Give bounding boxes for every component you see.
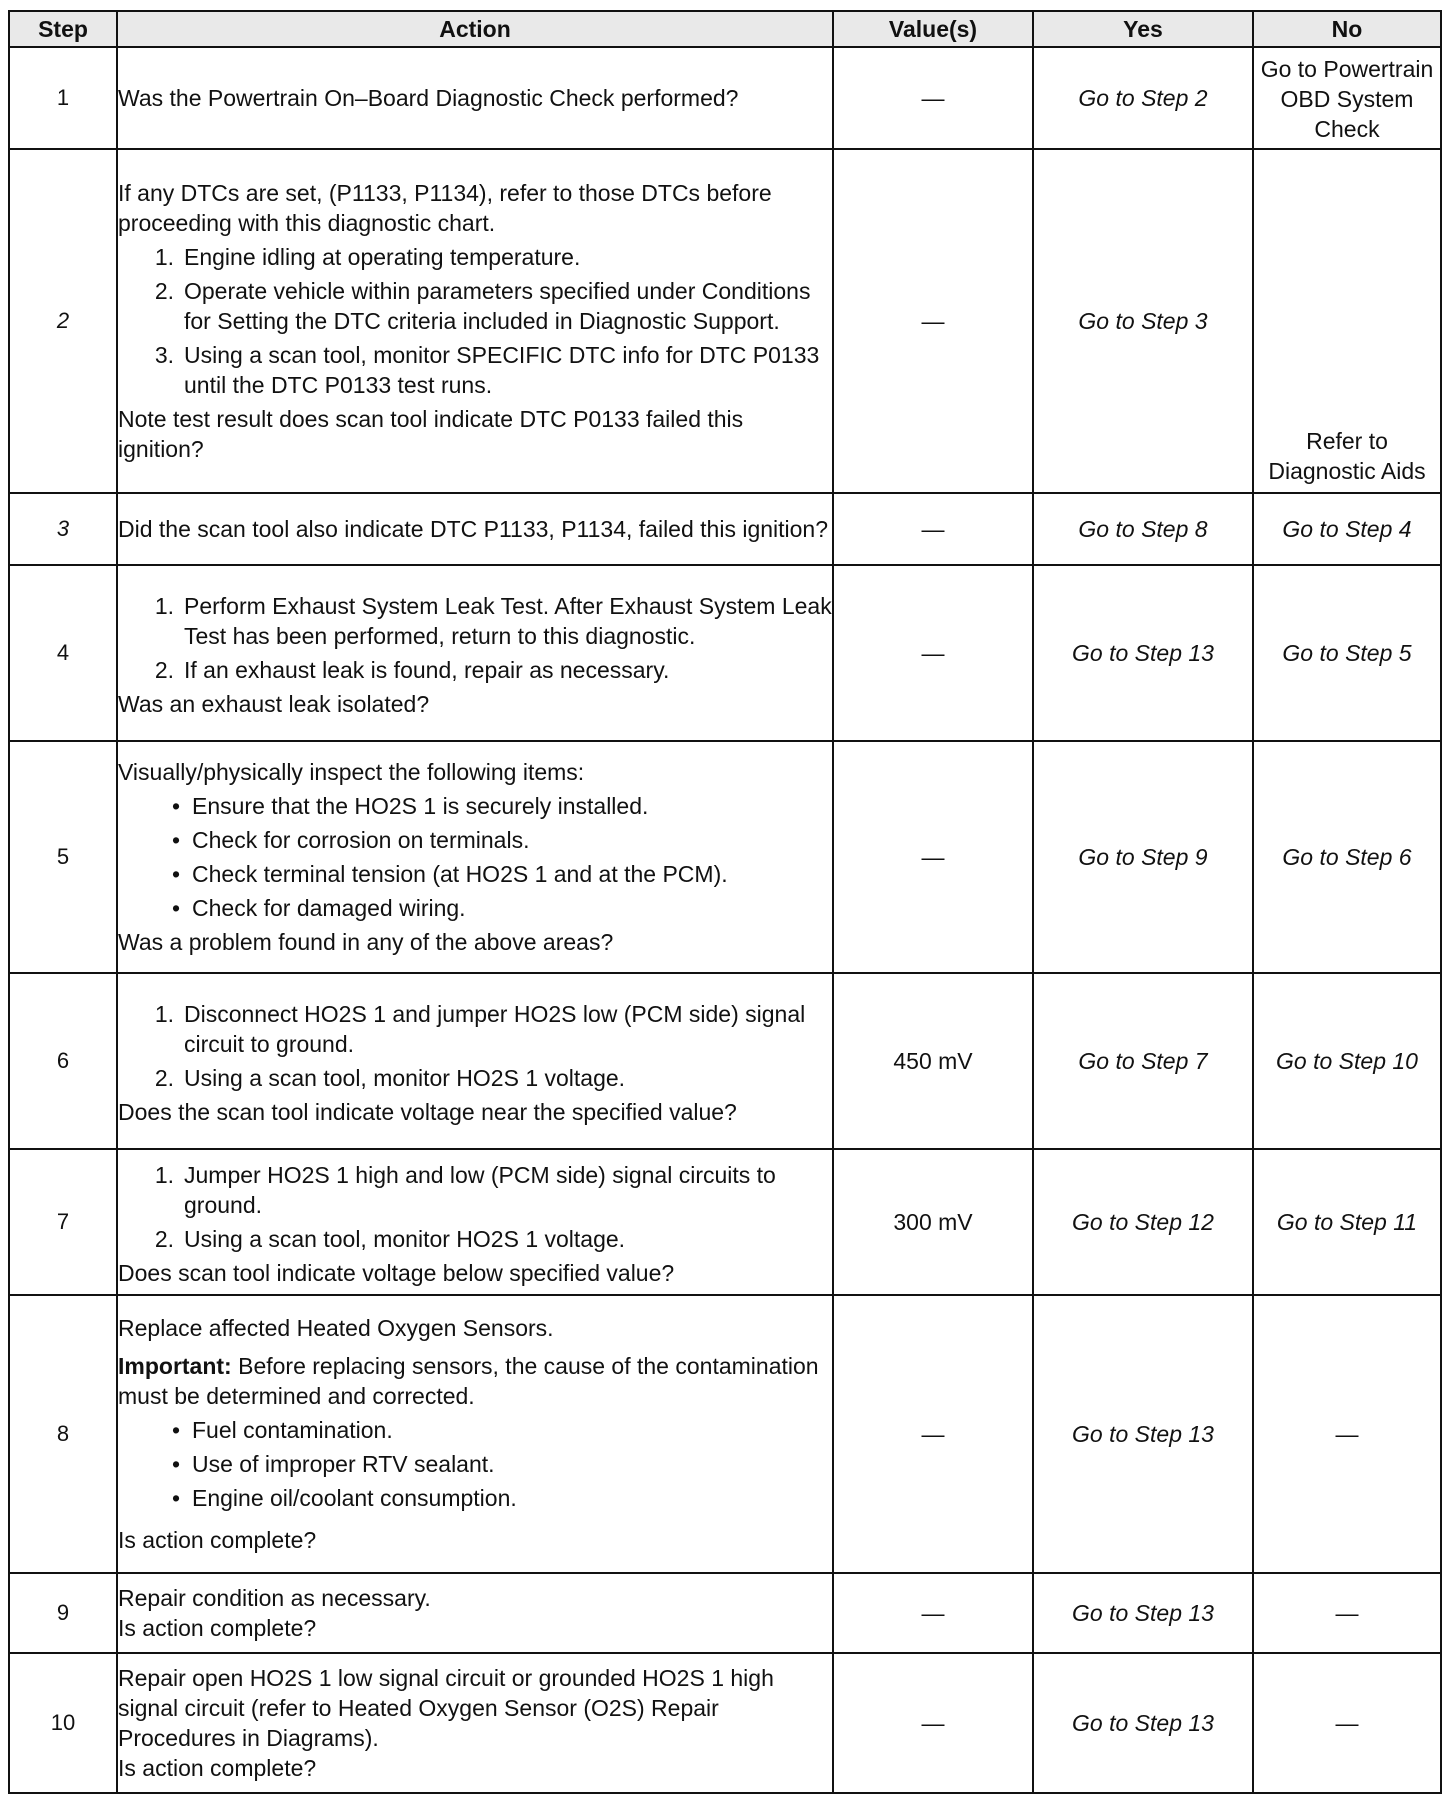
table-row [9,1149,1441,1295]
action-cell [117,1653,833,1793]
numbered-item: 3. Using a scan tool, monitor SPECIFIC DTC info for DTC P0133 until the DTC P0133 test runs. [154,342,820,398]
step-number: 1 [9,47,117,149]
no-cell: Go to Step 4 [1253,493,1441,565]
table-row [9,47,1441,149]
step-number: 3 [9,493,117,565]
no-cell: — [1253,1295,1441,1573]
value-cell: — [833,565,1033,741]
bullet-item: • Ensure that the HO2S 1 is securely installed. [171,793,649,819]
no-cell: — [1253,1653,1441,1793]
numbered-item: 2. Operate vehicle within parameters specified under Conditions for Setting the DTC criteria included in Diagnostic Support. [154,278,811,334]
header-no: No [1253,11,1441,47]
diagnostic-table [8,10,1442,1794]
action-question: Note test result does scan tool indicate DTC P0133 failed this ignition? [118,406,744,462]
action-question: Is action complete? [118,1527,317,1553]
action-cell [117,493,833,565]
action-text: Visually/physically inspect the following items: [118,759,585,785]
header-step: Step [9,11,117,47]
header-yes: Yes [1033,11,1253,47]
no-cell: Go to Step 11 [1253,1149,1441,1295]
action-question: Does the scan tool indicate voltage near the specified value? [118,1099,737,1125]
step-number: 9 [9,1573,117,1653]
yes-cell: Go to Step 3 [1033,149,1253,493]
value-cell: — [833,741,1033,973]
value-cell: — [833,1573,1033,1653]
action-text: Did the scan tool also indicate DTC P1133, P1134, failed this ignition? [118,516,829,542]
numbered-item: 1. Perform Exhaust System Leak Test. After Exhaust System Leak Test has been performed, return to this diagnostic. [154,593,832,649]
yes-cell: Go to Step 13 [1033,1573,1253,1653]
action-question: Is action complete? [118,1755,317,1781]
important-label: Important: [118,1353,232,1379]
no-cell: Refer to Diagnostic Aids [1253,149,1441,493]
step-number: 10 [9,1653,117,1793]
value-cell: 450 mV [833,973,1033,1149]
step-number: 5 [9,741,117,973]
action-text: Repair open HO2S 1 low signal circuit or grounded HO2S 1 high signal circuit (refer to Heated Oxygen Sensor (O2S) Repair Procedures in Diagrams). [118,1665,774,1751]
no-cell: Go to Step 10 [1253,973,1441,1149]
bullet-item: • Engine oil/coolant consumption. [171,1485,517,1511]
bullet-item: • Fuel contamination. [171,1417,393,1443]
important-note [118,1351,832,1411]
header-row [9,11,1441,47]
yes-cell: Go to Step 8 [1033,493,1253,565]
value-cell: 300 mV [833,1149,1033,1295]
bullet-item: • Check for corrosion on terminals. [171,827,530,853]
numbered-item: 1. Disconnect HO2S 1 and jumper HO2S low (PCM side) signal circuit to ground. [154,1001,806,1057]
step-number: 7 [9,1149,117,1295]
action-cell [117,47,833,149]
bullet-item: • Check terminal tension (at HO2S 1 and at the PCM). [171,861,728,887]
action-cell [117,973,833,1149]
header-values: Value(s) [833,11,1033,47]
action-question: Does scan tool indicate voltage below specified value? [118,1260,675,1286]
no-cell: — [1253,1573,1441,1653]
action-cell [117,1295,833,1573]
action-cell [117,1573,833,1653]
important-text: Before replacing sensors, the cause of the contamination must be determined and corrected. [118,1353,819,1409]
no-cell: Go to Step 6 [1253,741,1441,973]
step-number: 2 [9,149,117,493]
step-number: 8 [9,1295,117,1573]
yes-cell: Go to Step 9 [1033,741,1253,973]
bullet-item: • Use of improper RTV sealant. [171,1451,495,1477]
action-question: Was a problem found in any of the above areas? [118,929,614,955]
value-cell: — [833,47,1033,149]
bullet-item: • Check for damaged wiring. [171,895,466,921]
yes-cell: Go to Step 2 [1033,47,1253,149]
table-row [9,973,1441,1149]
step-number: 6 [9,973,117,1149]
step-number: 4 [9,565,117,741]
action-text: Was the Powertrain On–Board Diagnostic Check performed? [118,85,739,111]
action-question: Is action complete? [118,1615,317,1641]
yes-cell: Go to Step 7 [1033,973,1253,1149]
no-cell: Go to Powertrain OBD System Check [1253,47,1441,149]
yes-cell: Go to Step 13 [1033,565,1253,741]
numbered-item: 2. Using a scan tool, monitor HO2S 1 voltage. [154,1065,626,1091]
yes-cell: Go to Step 12 [1033,1149,1253,1295]
table-row [9,1653,1441,1793]
numbered-item: 1. Jumper HO2S 1 high and low (PCM side) signal circuits to ground. [154,1162,776,1218]
action-cell [117,149,833,493]
header-action: Action [117,11,833,47]
action-text: Repair condition as necessary. [118,1585,431,1611]
table-row [9,741,1441,973]
table-row [9,493,1441,565]
table-row [9,149,1441,493]
action-cell [117,565,833,741]
action-cell [117,741,833,973]
diagnostic-chart [8,10,1440,1794]
no-cell: Go to Step 5 [1253,565,1441,741]
yes-cell: Go to Step 13 [1033,1653,1253,1793]
value-cell: — [833,149,1033,493]
numbered-item: 2. Using a scan tool, monitor HO2S 1 voltage. [154,1226,626,1252]
value-cell: — [833,493,1033,565]
table-row [9,1295,1441,1573]
value-cell: — [833,1295,1033,1573]
action-text: If any DTCs are set, (P1133, P1134), refer to those DTCs before proceeding with this diagnostic chart. [118,180,772,236]
value-cell: — [833,1653,1033,1793]
numbered-item: 2. If an exhaust leak is found, repair as necessary. [154,657,670,683]
action-cell [117,1149,833,1295]
numbered-item: 1. Engine idling at operating temperature. [154,244,581,270]
action-text: Replace affected Heated Oxygen Sensors. [118,1315,554,1341]
table-row [9,1573,1441,1653]
action-question: Was an exhaust leak isolated? [118,691,430,717]
table-row [9,565,1441,741]
yes-cell: Go to Step 13 [1033,1295,1253,1573]
